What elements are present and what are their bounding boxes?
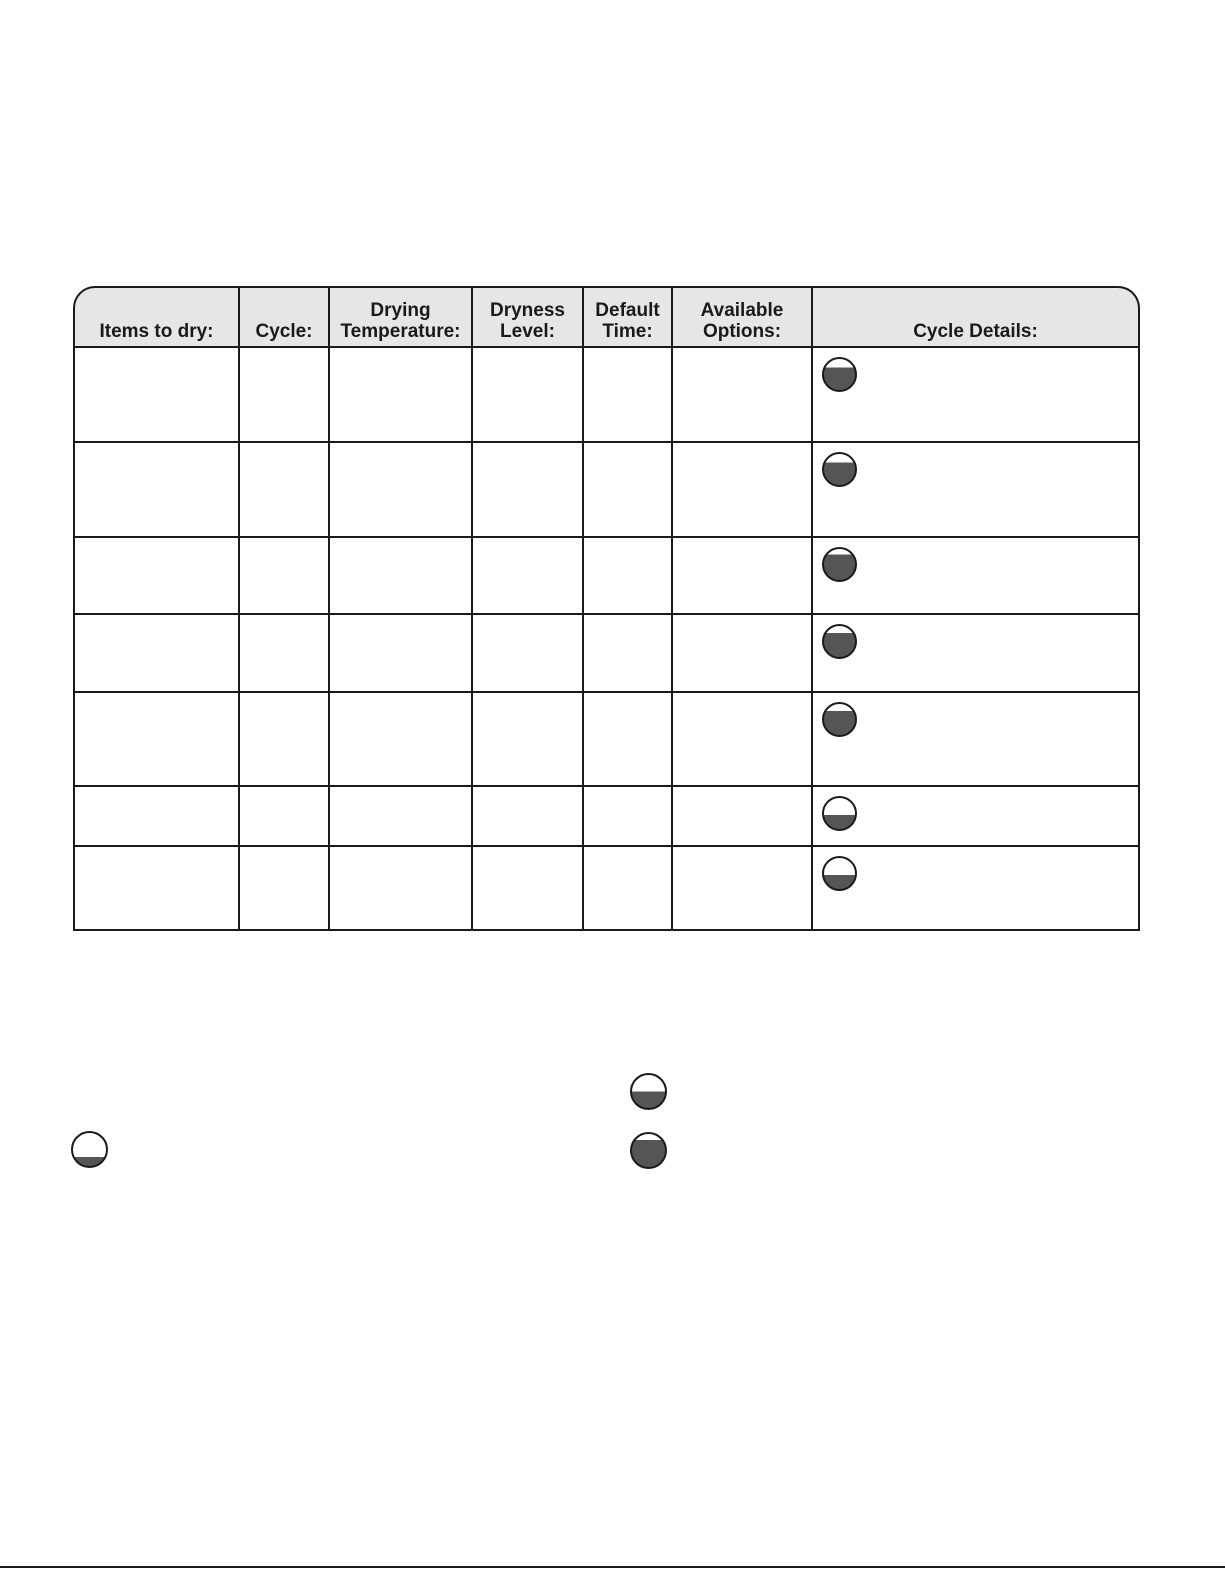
table-header-row [73, 286, 1140, 348]
cell-details [813, 847, 1140, 931]
cell-items [73, 538, 240, 615]
dryness-dial-icon [822, 357, 857, 392]
cell-items [73, 787, 240, 847]
cell-options [673, 538, 813, 615]
legend-dial-icon [630, 1073, 667, 1110]
header-drying-temperature [330, 286, 473, 348]
cell-cycle [240, 615, 330, 693]
cell-temperature [330, 787, 473, 847]
cell-cycle [240, 847, 330, 931]
header-cycle-details-line-1: Cycle Details: [913, 321, 1038, 342]
dryer-cycle-table [73, 286, 1140, 931]
cell-time [584, 615, 673, 693]
cell-details [813, 693, 1140, 787]
header-cycle [240, 286, 330, 348]
dryness-dial-icon [822, 702, 857, 737]
cell-dryness [473, 787, 584, 847]
header-cycle-details [813, 286, 1140, 348]
cell-cycle [240, 348, 330, 443]
cell-temperature [330, 615, 473, 693]
table-row [73, 693, 1140, 787]
cell-dryness [473, 443, 584, 538]
header-items-to-dry-line-1: Items to dry: [99, 321, 214, 342]
table-row [73, 443, 1140, 538]
cell-items [73, 615, 240, 693]
cell-items [73, 443, 240, 538]
cell-time [584, 443, 673, 538]
cell-options [673, 443, 813, 538]
table-row [73, 538, 1140, 615]
legend-dial-icon [630, 1132, 667, 1169]
dryness-dial-icon [822, 624, 857, 659]
header-dryness-level-line-2: Level: [500, 321, 555, 342]
cell-cycle [240, 693, 330, 787]
cell-temperature [330, 538, 473, 615]
table-row [73, 787, 1140, 847]
cell-details [813, 538, 1140, 615]
header-default-time [584, 286, 673, 348]
cell-options [673, 847, 813, 931]
header-drying-temperature-line-2: Temperature: [340, 321, 461, 342]
header-available-options-line-2: Options: [702, 321, 782, 342]
cell-cycle [240, 787, 330, 847]
cell-time [584, 348, 673, 443]
cell-items [73, 693, 240, 787]
table-row [73, 615, 1140, 693]
header-items-to-dry [73, 286, 240, 348]
cell-time [584, 787, 673, 847]
cell-temperature [330, 443, 473, 538]
cell-items [73, 847, 240, 931]
cell-cycle [240, 538, 330, 615]
dryness-dial-icon [822, 547, 857, 582]
cell-dryness [473, 847, 584, 931]
table-row [73, 348, 1140, 443]
cell-temperature [330, 348, 473, 443]
table-row [73, 847, 1140, 931]
cell-time [584, 847, 673, 931]
cell-details [813, 443, 1140, 538]
cell-options [673, 348, 813, 443]
cell-details [813, 615, 1140, 693]
header-dryness-level-line-1: Dryness [490, 300, 565, 321]
header-default-time-line-2: Time: [602, 321, 653, 342]
cell-time [584, 693, 673, 787]
header-dryness-level [473, 286, 584, 348]
header-default-time-line-1: Default [595, 300, 660, 321]
cell-cycle [240, 443, 330, 538]
dryness-dial-icon [822, 796, 857, 831]
header-drying-temperature-line-1: Drying [370, 300, 431, 321]
cell-items [73, 348, 240, 443]
cell-temperature [330, 693, 473, 787]
cell-options [673, 787, 813, 847]
cell-dryness [473, 615, 584, 693]
cell-dryness [473, 348, 584, 443]
header-cycle-line-1: Cycle: [255, 321, 313, 342]
cell-dryness [473, 538, 584, 615]
cell-details [813, 348, 1140, 443]
legend-dial-icon [71, 1131, 108, 1168]
dryness-dial-icon [822, 856, 857, 891]
cell-details [813, 787, 1140, 847]
cell-dryness [473, 693, 584, 787]
dryness-dial-icon [822, 452, 857, 487]
cell-temperature [330, 847, 473, 931]
cell-options [673, 693, 813, 787]
cell-options [673, 615, 813, 693]
header-available-options [673, 286, 813, 348]
cell-time [584, 538, 673, 615]
header-available-options-line-1: Available [700, 300, 784, 321]
page-bottom-rule [0, 1566, 1225, 1568]
